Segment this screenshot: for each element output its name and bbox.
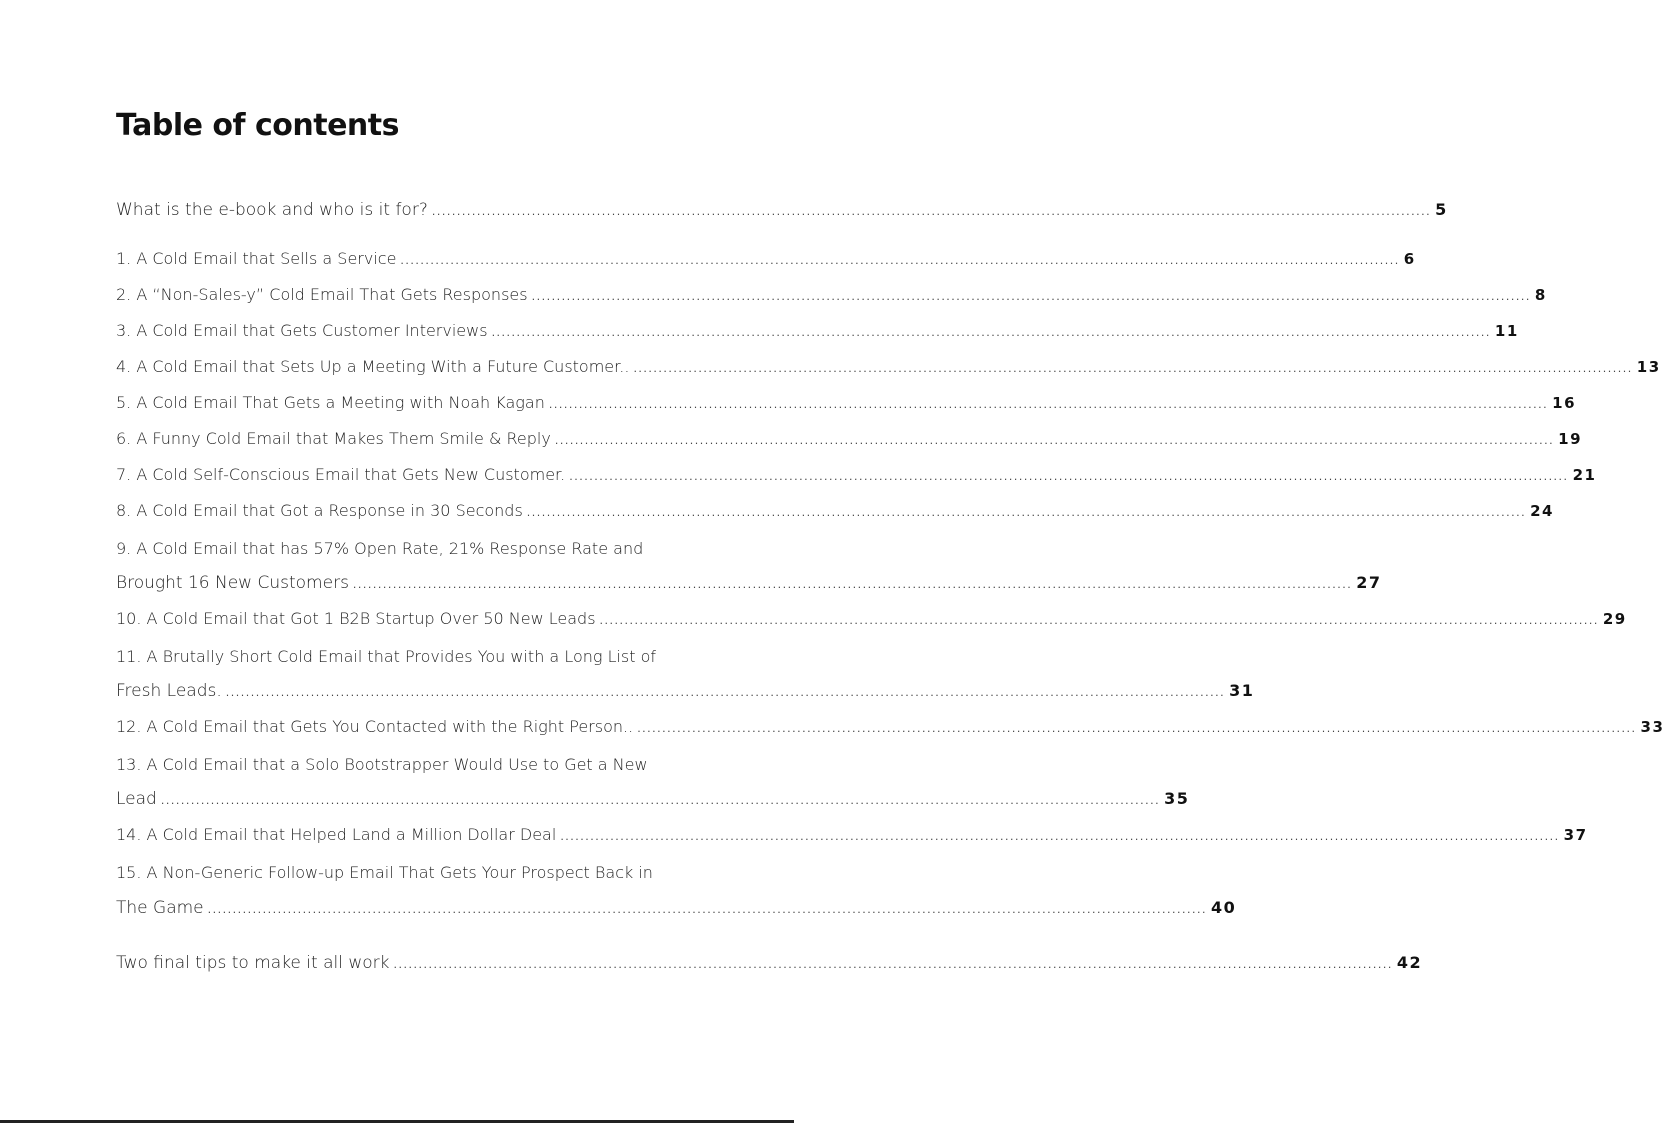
dot-leader: ........................................................................................................................................................................................................ [400, 254, 1400, 267]
dot-leader: ........................................................................................................................................................................................................ [633, 362, 1633, 375]
toc-entry-line [116, 357, 1661, 383]
dot-leader: ........................................................................................................................................................................................................ [526, 506, 1527, 519]
dot-leader: ........................................................................................................................................................................................................ [491, 326, 1491, 339]
toc-entry-line [116, 573, 1382, 600]
toc-entry-title: 6. A Funny Cold Email that Makes Them Smile & Reply [116, 429, 551, 448]
dot-leader: ........................................................................................................................................................................................................ [352, 578, 1353, 591]
toc-page-number: 11 [1494, 322, 1519, 340]
toc-entry-title: 5. A Cold Email That Gets a Meeting with Noah Kagan [116, 393, 545, 412]
toc-entry-title: 11. A Brutally Short Cold Email that Provides You with a Long List of [116, 647, 657, 666]
toc-entry-line [116, 825, 1588, 851]
toc-entry-title: 3. A Cold Email that Gets Customer Interviews [116, 321, 488, 340]
toc-entry-line [116, 539, 678, 565]
toc-entry-line [116, 898, 1237, 925]
toc-entry-title: Two final tips to make it all work [116, 953, 390, 973]
toc-entry-line [116, 393, 1577, 419]
toc-entry-line [116, 200, 1448, 227]
toc-entry-title: The Game [116, 898, 204, 918]
toc-entry-title: Brought 16 New Customers [116, 573, 349, 593]
toc-page-number: 5 [1435, 200, 1448, 219]
toc-entry-title: 1. A Cold Email that Sells a Service [116, 249, 397, 268]
toc-page-number: 37 [1563, 826, 1588, 844]
toc-entry-title: 4. A Cold Email that Sets Up a Meeting With a Future Customer.. [116, 357, 630, 376]
toc-entry-title: 7. A Cold Self-Conscious Email that Gets New Customer. [116, 465, 566, 484]
toc-page-number: 16 [1552, 394, 1577, 412]
dot-leader: ........................................................................................................................................................................................................ [554, 434, 1555, 447]
toc-page-number: 31 [1229, 681, 1255, 700]
toc-entry-line [116, 647, 678, 673]
toc-entry-title: 2. A “Non-Sales-y” Cold Email That Gets Responses [116, 285, 528, 304]
toc-page-number: 42 [1396, 953, 1423, 972]
toc-page-number: 13 [1636, 358, 1661, 376]
toc-page-number: 24 [1530, 502, 1554, 520]
dot-leader: ........................................................................................................................................................................................................ [599, 614, 1599, 627]
toc-entry-title: 9. A Cold Email that has 57% Open Rate, 21% Response Rate and [116, 539, 644, 558]
dot-leader: ........................................................................................................................................................................................................ [560, 830, 1560, 843]
toc-entry-line [116, 321, 1519, 347]
toc-entry-title: 10. A Cold Email that Got 1 B2B Startup Over 50 New Leads [116, 609, 596, 628]
toc-entry-title: 15. A Non-Generic Follow-up Email That Gets Your Prospect Back in [116, 863, 653, 882]
toc-page-number: 8 [1534, 286, 1547, 304]
toc-entry-title: 12. A Cold Email that Gets You Contacted with the Right Person.. [116, 717, 634, 736]
toc-entry-title: Lead [116, 789, 157, 809]
toc-entry-line [116, 863, 682, 889]
dot-leader: ........................................................................................................................................................................................................ [393, 958, 1393, 971]
toc-entry-line [116, 465, 1597, 491]
toc-entry-title: 13. A Cold Email that a Solo Bootstrapper Would Use to Get a New [116, 755, 648, 774]
toc-entry-line [116, 501, 1554, 527]
toc-entry-line [116, 717, 1664, 743]
toc-page-number: 33 [1640, 718, 1664, 736]
toc-entry-title: 8. A Cold Email that Got a Response in 30 Seconds [116, 501, 523, 520]
toc-entry-line [116, 285, 1547, 311]
toc-entry-title: What is the e-book and who is it for? [116, 200, 428, 220]
toc-page-number: 27 [1356, 573, 1382, 592]
dot-leader: ........................................................................................................................................................................................................ [569, 470, 1569, 483]
dot-leader: ........................................................................................................................................................................................................ [431, 205, 1432, 218]
toc-page-number: 19 [1558, 430, 1583, 448]
page-title: Table of contents [116, 108, 399, 143]
toc-entry-line [116, 755, 678, 781]
toc-page-number: 35 [1164, 789, 1190, 808]
toc-entry-line [116, 789, 1190, 816]
dot-leader: ........................................................................................................................................................................................................ [531, 290, 1531, 303]
toc-entry-line [116, 609, 1627, 635]
toc-entry-line [116, 681, 1255, 708]
toc-entry-line [116, 953, 1423, 980]
toc-page-number: 29 [1602, 610, 1627, 628]
toc-entry-line [116, 429, 1583, 455]
toc-entry-title: 14. A Cold Email that Helped Land a Million Dollar Deal [116, 825, 557, 844]
toc-entry-line [116, 249, 1416, 275]
toc-page-number: 21 [1572, 466, 1597, 484]
dot-leader: ........................................................................................................................................................................................................ [160, 794, 1161, 807]
dot-leader: ........................................................................................................................................................................................................ [637, 722, 1637, 735]
toc-entry-title: Fresh Leads. [116, 681, 222, 701]
toc-page-number: 6 [1403, 250, 1416, 268]
toc-page-number: 40 [1210, 898, 1237, 917]
dot-leader: ........................................................................................................................................................................................................ [548, 398, 1549, 411]
dot-leader: ........................................................................................................................................................................................................ [225, 686, 1226, 699]
dot-leader: ........................................................................................................................................................................................................ [207, 903, 1207, 916]
